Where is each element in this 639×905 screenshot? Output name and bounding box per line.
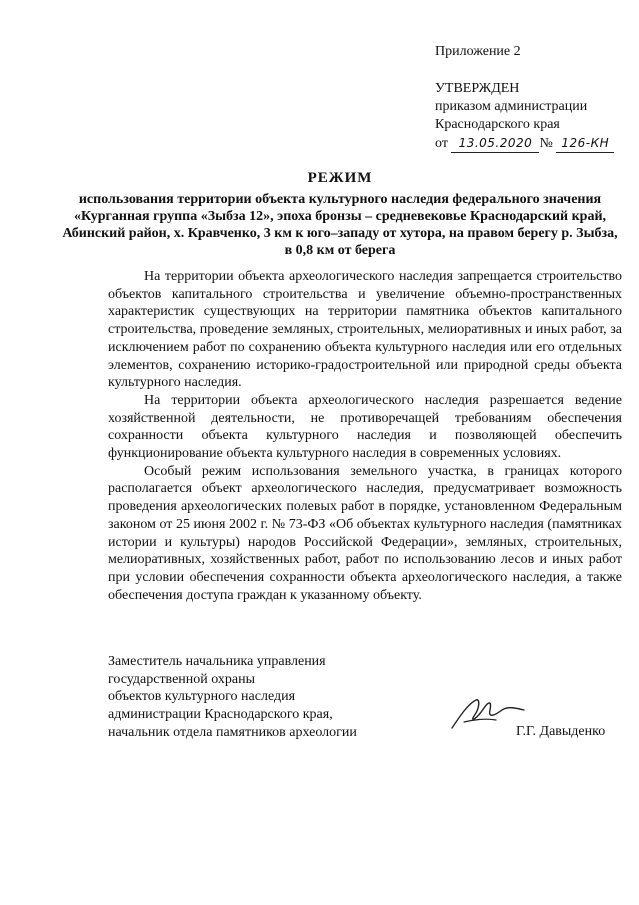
handwritten-number: 126-КН [556,134,614,153]
number-sign: № [539,136,553,151]
signer-position-line-4: администрации Краснодарского края, [108,707,333,723]
approved-line-2: Краснодарского края [435,117,560,132]
appendix-label: Приложение 2 [435,44,521,59]
document-subtitle: использования территории объекта культурного наследия федерального значения «Курганная группа «Зыбза 12», эпоха бронзы – средневековье Краснодарский край, Абинский район, х. Кравченко, 3 км к юго–западу от хутора, на правом берегу р. Зыбза, в 0,8 км от берега [62,192,618,258]
handwritten-signature [446,694,526,734]
signer-position-line-2: государственной охраны [108,671,256,687]
from-prefix: от [435,136,448,151]
signer-position-line-3: объектов культурного наследия [108,689,296,705]
document-heading [60,170,620,259]
paragraph-2: На территории объекта археологического наследия разрешается ведение хозяйственной деятельности, не противоречащей требованиям обеспечения сохранности объекта культурного наследия и позволяющей обеспечить функционирование объекта культурного наследия в современных условиях. [108,392,622,462]
signer-name: Г.Г. Давыденко [516,724,606,739]
document-body [108,268,622,604]
order-date-line [435,134,614,153]
handwritten-date: 13.05.2020 [451,134,539,153]
approved-line-1: приказом администрации [435,99,588,114]
approval-block [435,80,614,153]
signature-block [108,653,357,742]
document-title: РЕЖИМ [307,170,373,186]
signer-position-line-1: Заместитель начальника управления [108,654,326,669]
approved-heading: УТВЕРЖДЕН [435,81,520,96]
signer-position-line-5: начальник отдела памятников археологии [108,724,357,740]
paragraph-1: На территории объекта археологического наследия запрещается строительство объектов капитального строительства и увеличение объемно-пространственных характеристик существующих на территории памятника объектов капитального строительства, проведение земляных, строительных, мелиоративных и иных работ, за исключением работ по сохранению объекта культурного наследия или его отдельных элементов, сохранению историко-градостроительной или природной среды объекта культурного наследия. [108,269,622,391]
paragraph-3: Особый режим использования земельного участка, в границах которого располагается объект археологического наследия, предусматривает возможность проведения археологических полевых работ в порядке, установленном Федеральным законом от 25 июня 2002 г. № 73-ФЗ «Об объектах культурного наследия (памятниках истории и культуры) народов Российской Федерации», земляных, строительных, мелиоративных, хозяйственных работ, работ по использованию лесов и иных работ при условии обеспечения сохранности объекта археологического наследия, а также обеспечения доступа граждан к указанному объекту. [108,463,622,603]
